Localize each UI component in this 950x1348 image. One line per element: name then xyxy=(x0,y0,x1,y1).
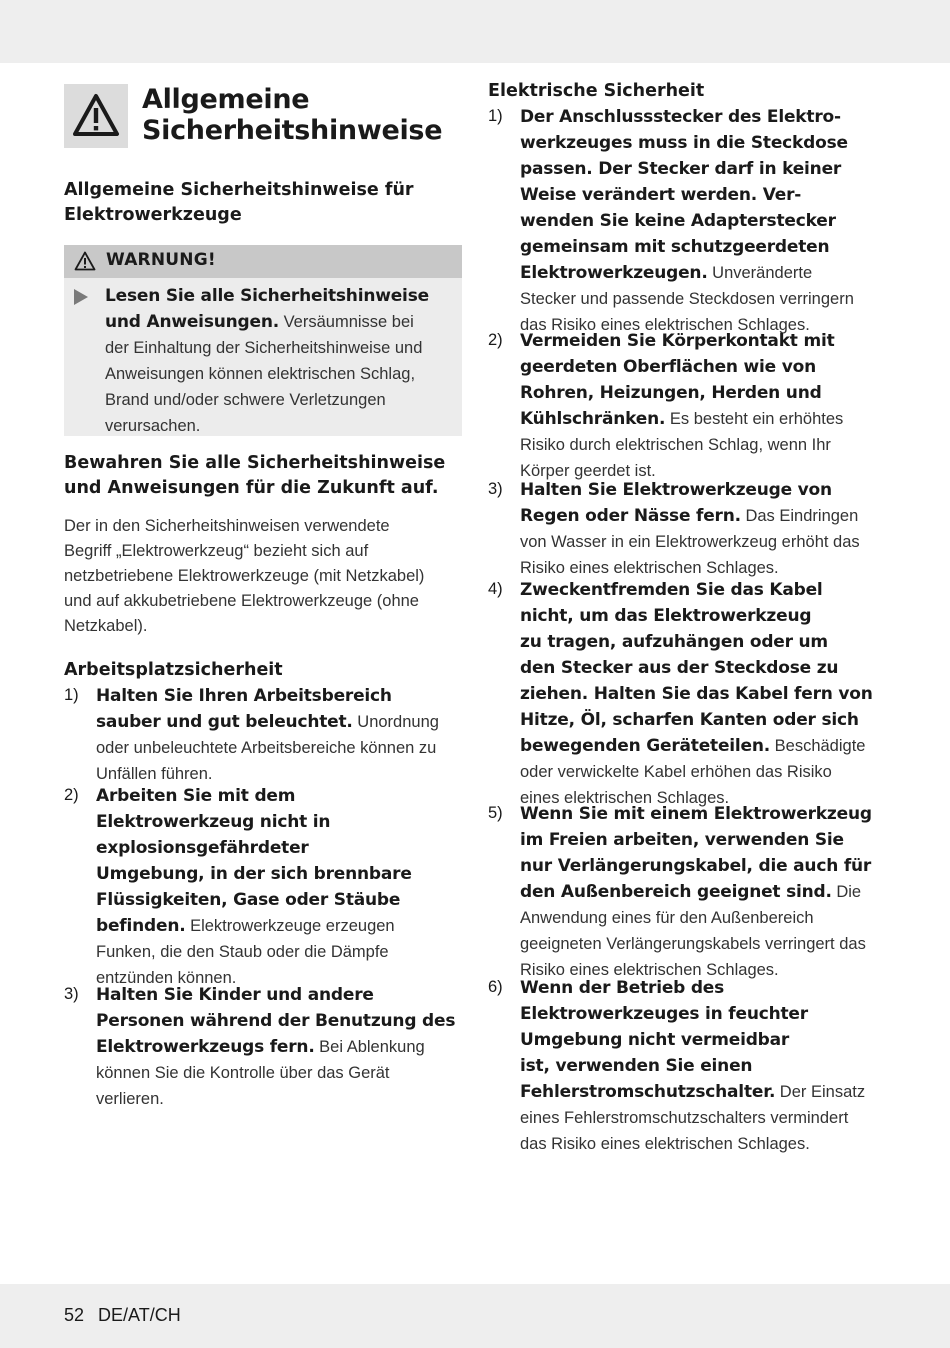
list-text xyxy=(96,783,412,991)
list-line xyxy=(520,104,854,130)
bold-text: Der Anschlussstecker des Elektro- xyxy=(520,107,841,127)
section-title-electrical xyxy=(488,79,704,104)
normal-text: Anwendung eines für den Außenbereich xyxy=(520,909,814,927)
list-line xyxy=(520,681,873,707)
list-line xyxy=(520,328,843,354)
normal-text: Der Einsatz xyxy=(775,1083,866,1101)
section-title-text: Arbeitsplatzsicherheit xyxy=(64,660,283,680)
list-line xyxy=(96,835,412,861)
list-line xyxy=(520,286,854,312)
list-line xyxy=(520,879,872,905)
normal-text: verlieren. xyxy=(96,1090,164,1108)
bold-text: Weise verändert werden. Ver- xyxy=(520,185,802,205)
normal-text: Funken, die den Staub oder die Dämpfe xyxy=(96,943,389,961)
subheading-line: Allgemeine Sicherheitshinweise für xyxy=(64,180,414,200)
normal-text: das Risiko eines elektrischen Schlages. xyxy=(520,316,810,334)
warning-line xyxy=(105,309,429,335)
normal-text: Bei Ablenkung xyxy=(314,1038,425,1056)
normal-text: oder unbeleuchtete Arbeitsbereiche können zu xyxy=(96,739,437,757)
list-line xyxy=(96,982,455,1008)
bold-text: den Stecker aus der Steckdose zu xyxy=(520,658,839,678)
warning-line xyxy=(105,413,429,439)
bold-text: explosionsgefährdeter xyxy=(96,838,309,858)
normal-text: Anweisungen können elektrischen Schlag, xyxy=(105,365,416,383)
list-line xyxy=(520,406,843,432)
normal-text: Unordnung xyxy=(352,713,439,731)
list-line xyxy=(96,939,412,965)
list-text xyxy=(520,975,865,1157)
bold-text: Elektrowerkzeuges in feuchter xyxy=(520,1004,808,1024)
bold-text: Halten Sie Ihren Arbeitsbereich xyxy=(96,686,392,706)
list-line xyxy=(520,759,873,785)
bold-text: Elektrowerkzeugs fern. xyxy=(96,1037,315,1057)
list-line xyxy=(520,577,873,603)
bold-text: nicht, um das Elektrowerkzeug xyxy=(520,606,812,626)
list-line xyxy=(96,861,412,887)
bold-text: Elektrowerkzeug nicht in xyxy=(96,812,331,832)
list-text xyxy=(96,683,439,787)
normal-text: das Risiko eines elektrischen Schlages. xyxy=(520,1135,810,1153)
warning-line xyxy=(105,335,429,361)
warning-triangle-box xyxy=(64,84,128,148)
list-line xyxy=(520,931,872,957)
bold-text: und Anweisungen. xyxy=(105,312,279,332)
list-line xyxy=(520,354,843,380)
list-line xyxy=(96,1008,455,1034)
list-number: 2) xyxy=(64,786,79,804)
normal-text: Unfällen führen. xyxy=(96,765,213,783)
page-number: 52 xyxy=(64,1305,85,1325)
normal-text: Es besteht ein erhöhtes xyxy=(665,410,844,428)
warning-line xyxy=(105,387,429,413)
warning-box xyxy=(64,245,462,436)
list-line xyxy=(520,529,860,555)
triangle-bullet-icon xyxy=(74,289,88,305)
normal-text: Das Eindringen xyxy=(740,507,859,525)
section-title-text: Elektrische Sicherheit xyxy=(488,81,705,101)
list-line xyxy=(520,1027,865,1053)
bold-text: bewegenden Geräteteilen. xyxy=(520,736,771,756)
keep-instructions xyxy=(64,451,464,501)
list-line xyxy=(520,905,872,931)
list-line xyxy=(520,260,854,286)
list-text xyxy=(520,577,873,811)
section-title-workplace xyxy=(64,658,283,683)
bold-text: Flüssigkeiten, Gase oder Stäube xyxy=(96,890,401,910)
bold-text: Umgebung, in der sich brennbare xyxy=(96,864,412,884)
normal-text: Beschädigte xyxy=(770,737,866,755)
bold-text: Lesen Sie alle Sicherheitshinweise xyxy=(105,286,429,306)
list-line xyxy=(520,733,873,759)
bold-text: Vermeiden Sie Körperkontakt mit xyxy=(520,331,835,351)
page-title-line1: Allgemeine xyxy=(142,84,310,115)
normal-text: von Wasser in ein Elektrowerkzeug erhöht das xyxy=(520,533,860,551)
bold-text: Wenn Sie mit einem Elektrowerkzeug xyxy=(520,804,872,824)
bold-text: befinden. xyxy=(96,916,186,936)
footer xyxy=(64,1305,195,1326)
list-line xyxy=(520,182,854,208)
bold-text: gemeinsam mit schutzgeerdeten xyxy=(520,237,830,257)
list-line xyxy=(520,156,854,182)
bold-text: Rohren, Heizungen, Herden und xyxy=(520,383,822,403)
list-line xyxy=(96,887,412,913)
list-line xyxy=(96,913,412,939)
left-subheading xyxy=(64,178,464,228)
list-line xyxy=(520,1105,865,1131)
list-number: 1) xyxy=(64,686,79,704)
list-text xyxy=(520,104,854,338)
bold-text: sauber und gut beleuchtet. xyxy=(96,712,353,732)
list-line xyxy=(520,827,872,853)
list-line xyxy=(520,975,865,1001)
normal-text: Körper geerdet ist. xyxy=(520,462,656,480)
bold-text: zu tragen, aufzuhängen oder um xyxy=(520,632,828,652)
list-line xyxy=(520,603,873,629)
page-title-line2: Sicherheitshinweise xyxy=(142,115,443,146)
warning-label: WARNUNG! xyxy=(106,250,216,270)
normal-text: Risiko eines elektrischen Schlages. xyxy=(520,961,779,979)
list-text xyxy=(96,982,455,1112)
normal-text: der Einhaltung der Sicherheitshinweise und xyxy=(105,339,423,357)
list-number: 3) xyxy=(488,480,503,498)
bold-text: Personen während der Benutzung des xyxy=(96,1011,456,1031)
list-line xyxy=(520,801,872,827)
title-block xyxy=(64,84,464,148)
normal-text: Die xyxy=(831,883,862,901)
bold-text: Regen oder Nässe fern. xyxy=(520,506,741,526)
bold-text: Wenn der Betrieb des xyxy=(520,978,725,998)
list-line xyxy=(520,1001,865,1027)
intro-line: Netzkabel). xyxy=(64,617,148,635)
list-number: 6) xyxy=(488,978,503,996)
bold-text: geerdeten Oberflächen wie von xyxy=(520,357,816,377)
normal-text: verursachen. xyxy=(105,417,201,435)
list-line xyxy=(96,735,439,761)
list-line xyxy=(520,1079,865,1105)
normal-text: eines elektrischen Schlages. xyxy=(520,789,730,807)
bold-text: im Freien arbeiten, verwenden Sie xyxy=(520,830,844,850)
list-number: 4) xyxy=(488,580,503,598)
list-line xyxy=(96,1034,455,1060)
intro-paragraph xyxy=(64,514,464,639)
normal-text: eines Fehlerstromschutzschalters vermindert xyxy=(520,1109,849,1127)
intro-line: und auf akkubetriebene Elektrowerkzeuge (ohne xyxy=(64,592,419,610)
normal-text: Versäumnisse bei xyxy=(279,313,414,331)
bold-text: Halten Sie Elektrowerkzeuge von xyxy=(520,480,832,500)
list-line xyxy=(96,809,412,835)
bold-text: passen. Der Stecker darf in keiner xyxy=(520,159,842,179)
top-bar xyxy=(0,0,950,63)
warning-header xyxy=(64,245,462,278)
list-number: 5) xyxy=(488,804,503,822)
warning-line xyxy=(105,283,429,309)
subheading-line: Elektrowerkzeuge xyxy=(64,205,242,225)
bold-text: Elektrowerkzeugen. xyxy=(520,263,708,283)
list-text xyxy=(520,801,872,983)
list-line xyxy=(520,234,854,260)
keep-line: und Anweisungen für die Zukunft auf. xyxy=(64,478,439,498)
bold-text: ist, verwenden Sie einen xyxy=(520,1056,753,1076)
list-line xyxy=(96,1060,455,1086)
bold-text: wenden Sie keine Adapterstecker xyxy=(520,211,836,231)
bold-text: ziehen. Halten Sie das Kabel fern von xyxy=(520,684,873,704)
keep-line: Bewahren Sie alle Sicherheitshinweise xyxy=(64,453,446,473)
list-number: 1) xyxy=(488,107,503,125)
list-line xyxy=(520,707,873,733)
language-code: DE/AT/CH xyxy=(98,1305,181,1325)
list-line xyxy=(96,1086,455,1112)
normal-text: Brand und/oder schwere Verletzungen xyxy=(105,391,386,409)
list-text xyxy=(520,328,843,484)
list-line xyxy=(520,1131,865,1157)
normal-text: entzünden können. xyxy=(96,969,237,987)
list-line xyxy=(520,853,872,879)
warning-text xyxy=(105,283,429,439)
normal-text: können Sie die Kontrolle über das Gerät xyxy=(96,1064,390,1082)
page-title xyxy=(142,84,442,146)
bold-text: den Außenbereich geeignet sind. xyxy=(520,882,832,902)
normal-text: Unveränderte xyxy=(707,264,813,282)
normal-text: Risiko eines elektrischen Schlages. xyxy=(520,559,779,577)
list-line xyxy=(520,655,873,681)
intro-line: Begriff „Elektrowerkzeug“ bezieht sich auf xyxy=(64,542,369,560)
normal-text: Stecker und passende Steckdosen verringern xyxy=(520,290,854,308)
normal-text: Elektrowerkzeuge erzeugen xyxy=(185,917,395,935)
list-text xyxy=(520,477,860,581)
bold-text: nur Verlängerungskabel, die auch für xyxy=(520,856,872,876)
bold-text: Zweckentfremden Sie das Kabel xyxy=(520,580,823,600)
list-line xyxy=(520,380,843,406)
bold-text: Kühlschränken. xyxy=(520,409,666,429)
list-line xyxy=(96,709,439,735)
bold-text: Arbeiten Sie mit dem xyxy=(96,786,296,806)
warning-small-icon xyxy=(74,251,96,271)
list-line xyxy=(520,629,873,655)
bold-text: Halten Sie Kinder und andere xyxy=(96,985,374,1005)
list-number: 2) xyxy=(488,331,503,349)
normal-text: oder verwickelte Kabel erhöhen das Risiko xyxy=(520,763,832,781)
list-line xyxy=(520,1053,865,1079)
bold-text: Hitze, Öl, scharfen Kanten oder sich xyxy=(520,710,859,730)
list-line xyxy=(520,503,860,529)
intro-line: Der in den Sicherheitshinweisen verwendete xyxy=(64,517,390,535)
list-line xyxy=(520,130,854,156)
list-line xyxy=(96,783,412,809)
list-line xyxy=(520,477,860,503)
warning-triangle-icon xyxy=(72,92,120,140)
list-line xyxy=(520,432,843,458)
bold-text: werkzeuges muss in die Steckdose xyxy=(520,133,848,153)
list-line xyxy=(96,683,439,709)
list-line xyxy=(520,208,854,234)
warning-line xyxy=(105,361,429,387)
list-number: 3) xyxy=(64,985,79,1003)
normal-text: geeigneten Verlängerungskabels verringert das xyxy=(520,935,866,953)
bold-text: Umgebung nicht vermeidbar xyxy=(520,1030,790,1050)
intro-line: netzbetriebene Elektrowerkzeuge (mit Netzkabel) xyxy=(64,567,425,585)
normal-text: Risiko durch elektrischen Schlag, wenn Ihr xyxy=(520,436,831,454)
bold-text: Fehlerstromschutzschalter. xyxy=(520,1082,776,1102)
